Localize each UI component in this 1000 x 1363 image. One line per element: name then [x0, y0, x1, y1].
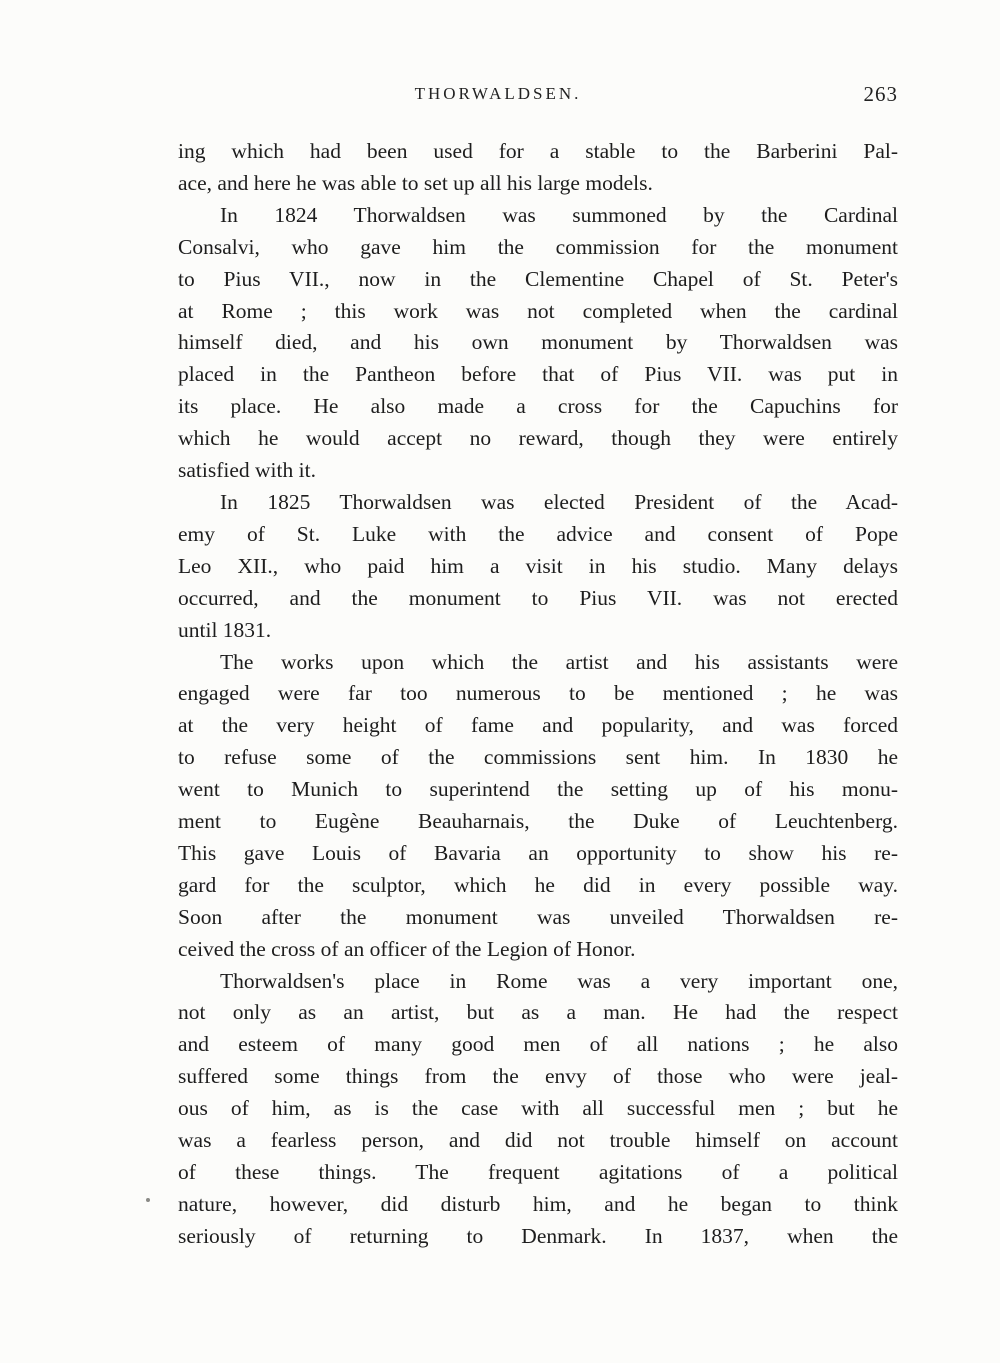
text-line: ment to Eugène Beauharnais, the Duke of Leuchtenberg.: [178, 809, 898, 834]
text-line: occurred, and the monument to Pius VII. was not erected: [178, 585, 898, 610]
text-line: nature, however, did disturb him, and he began to think: [178, 1191, 898, 1216]
text-line: In 1824 Thorwaldsen was summoned by the Cardinal: [220, 202, 898, 227]
scan-artifact-dot: [146, 1198, 150, 1202]
text-line: and esteem of many good men of all nations ; he also: [178, 1032, 898, 1057]
text-line: ing which had been used for a stable to the Barberini Pal-: [178, 139, 898, 163]
text-line: ace, and here he was able to set up all his large models.: [178, 170, 653, 195]
text-line: until 1831.: [178, 617, 272, 642]
text-line: himself died, and his own monument by Thorwaldsen was: [178, 330, 898, 355]
text-line: to refuse some of the commissions sent him. In 1830 he: [178, 745, 898, 770]
text-line: ceived the cross of an officer of the Legion of Honor.: [178, 936, 636, 961]
paragraph: [178, 200, 898, 487]
text-line: emy of St. Luke with the advice and consent of Pope: [178, 521, 898, 546]
text-line: seriously of returning to Denmark. In 1837, when the: [178, 1223, 898, 1248]
paragraph: [178, 647, 898, 966]
text-line: was a fearless person, and did not trouble himself on account: [178, 1128, 898, 1153]
paragraph: [178, 136, 898, 200]
text-line: suffered some things from the envy of those who were jeal-: [178, 1064, 898, 1089]
paragraph: [178, 487, 898, 647]
paragraph: [178, 966, 898, 1253]
text-line: not only as an artist, but as a man. He had the respect: [178, 1000, 898, 1025]
text-line: which he would accept no reward, though they were entirely: [178, 426, 898, 451]
text-line: Consalvi, who gave him the commission for the monument: [178, 234, 898, 259]
text-line: placed in the Pantheon before that of Pius VII. was put in: [178, 362, 898, 387]
text-line: went to Munich to superintend the setting up of his monu-: [178, 777, 898, 802]
text-line: engaged were far too numerous to be mentioned ; he was: [178, 681, 898, 706]
text-line: Leo XII., who paid him a visit in his studio. Many delays: [178, 553, 898, 578]
text-line: at Rome ; this work was not completed when the cardinal: [178, 298, 898, 323]
text-line: of these things. The frequent agitations of a political: [178, 1160, 898, 1184]
text-line: Soon after the monument was unveiled Thorwaldsen re-: [178, 904, 898, 929]
text-line: ous of him, as is the case with all successful men ; but he: [178, 1096, 898, 1121]
text-line: This gave Louis of Bavaria an opportunity to show his re-: [178, 840, 898, 865]
text-line: at the very height of fame and popularity, and was forced: [178, 713, 898, 738]
text-line: In 1825 Thorwaldsen was elected President of the Acad-: [220, 489, 898, 514]
text-line: to Pius VII., now in the Clementine Chapel of St. Peter's: [178, 266, 898, 291]
text-line: Thorwaldsen's place in Rome was a very important one,: [220, 968, 898, 993]
page-body: [178, 136, 898, 1253]
text-line: satisfied with it.: [178, 458, 316, 483]
running-head-title: THORWALDSEN.: [414, 84, 582, 103]
text-line: The works upon which the artist and his assistants were: [220, 649, 898, 674]
text-line: its place. He also made a cross for the Capuchins for: [178, 394, 898, 419]
page-number: 263: [863, 82, 898, 106]
text-line: gard for the sculptor, which he did in every possible way.: [178, 872, 898, 897]
